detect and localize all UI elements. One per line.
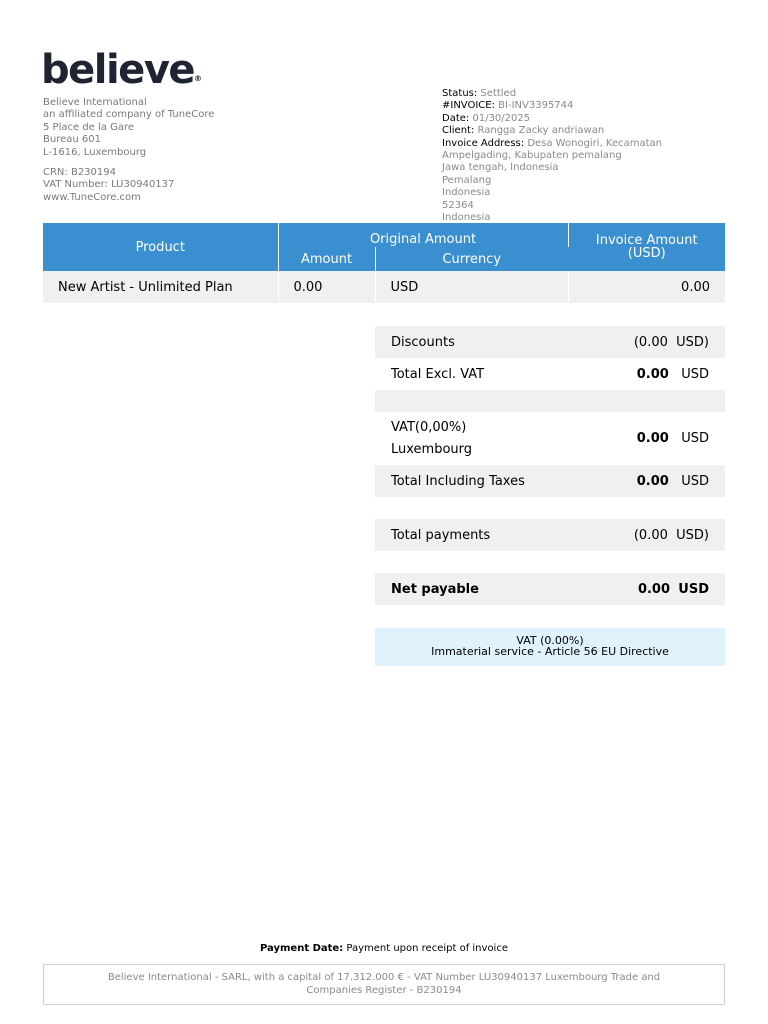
date-label: Date:	[442, 112, 470, 124]
net-payable-row	[375, 573, 725, 605]
address-line-1: Desa Wonogiri, Kecamatan	[527, 137, 663, 149]
header-currency: Currency	[375, 247, 568, 271]
total-incl-taxes-label: Total Including Taxes	[391, 473, 525, 489]
company-street: 5 Place de la Gare	[43, 121, 134, 133]
vat-currency: USD	[681, 431, 709, 446]
header-invoice-amount: Invoice Amount (USD)	[568, 223, 725, 271]
header-original-amount: Original Amount	[278, 223, 568, 247]
vat-note-rate: VAT (0.00%)	[516, 634, 584, 647]
discounts-label: Discounts	[391, 334, 455, 350]
vat-note-box	[375, 628, 725, 666]
address-line-6: 52364	[442, 199, 474, 211]
address-line	[442, 138, 742, 150]
vat-row	[375, 412, 725, 465]
total-incl-taxes-currency: USD	[681, 473, 709, 489]
company-city: L-1616, Luxembourg	[43, 146, 147, 158]
net-payable-label: Net payable	[391, 581, 479, 597]
net-payable-value: 0.00	[637, 581, 671, 597]
total-excl-vat-value: 0.00	[636, 366, 669, 382]
total-incl-taxes-row	[375, 465, 725, 497]
client-line	[442, 125, 742, 137]
date-value: 01/30/2025	[472, 112, 531, 124]
address-line-2: Ampelgading, Kabupaten pemalang	[442, 150, 622, 162]
invoice-info-block	[442, 88, 742, 224]
net-payable-currency: USD	[678, 581, 709, 597]
vat-value: 0.00	[636, 431, 669, 446]
discounts-row	[375, 326, 725, 358]
row-product: New Artist - Unlimited Plan	[43, 271, 278, 303]
total-payments-row	[375, 519, 725, 551]
header-amount: Amount	[278, 247, 375, 271]
invoice-number-line	[442, 100, 742, 112]
row-amount: 0.00	[278, 271, 375, 303]
company-crn: CRN: B230194	[43, 167, 116, 179]
date-line	[442, 113, 742, 125]
row-invoice-amount: 0.00	[568, 271, 725, 303]
believe-logo	[41, 47, 203, 93]
address-line-4: Pemalang	[442, 174, 492, 186]
client-value: Rangga Zacky andriawan	[477, 125, 605, 137]
total-incl-taxes-value: 0.00	[636, 473, 669, 489]
company-affiliation: an affiliated company of TuneCore	[43, 109, 215, 121]
company-address-block	[43, 97, 214, 204]
status-label: Status:	[442, 88, 478, 99]
vat-note-directive: Immaterial service - Article 56 EU Directive	[431, 645, 669, 658]
vat-country: Luxembourg	[391, 441, 473, 457]
address-label: Invoice Address:	[442, 137, 525, 149]
total-payments-value: (0.00 USD)	[633, 527, 709, 543]
status-value: Settled	[480, 88, 517, 99]
company-website: www.TuneCore.com	[43, 191, 141, 203]
vat-label: VAT(0,00%)	[391, 419, 467, 435]
payment-date	[0, 943, 768, 954]
invoice-items-table	[43, 223, 725, 303]
payment-date-label: Payment Date:	[259, 943, 344, 954]
payment-date-value: Payment upon receipt of invoice	[346, 943, 508, 954]
address-line-3: Jawa tengah, Indonesia	[442, 162, 559, 174]
company-name: Believe International	[43, 97, 147, 108]
legal-footer-text: Believe International - SARL, with a capital of 17.312.000 € - VAT Number LU30940137 Luxembourg Trade and Companies Register - B230194	[107, 972, 661, 996]
address-line-5: Indonesia	[442, 187, 491, 199]
logo-text: believe	[41, 47, 195, 93]
total-excl-vat-row	[375, 358, 725, 390]
discounts-value: (0.00 USD)	[633, 334, 709, 350]
invoice-number-label: #INVOICE:	[442, 100, 495, 112]
total-excl-vat-label: Total Excl. VAT	[391, 366, 485, 382]
company-vat-number: VAT Number: LU30940137	[43, 179, 175, 191]
legal-footer	[43, 964, 725, 1005]
row-currency: USD	[375, 271, 568, 303]
spacer-row	[375, 390, 725, 412]
company-bureau: Bureau 601	[43, 134, 101, 146]
total-excl-vat-currency: USD	[681, 366, 709, 382]
address-line-7: Indonesia	[442, 212, 491, 224]
total-payments-label: Total payments	[391, 527, 491, 543]
client-label: Client:	[442, 125, 475, 137]
table-row	[43, 271, 725, 303]
registered-mark: ®	[194, 74, 203, 83]
status-line	[442, 88, 742, 100]
invoice-number-value: BI-INV3395744	[498, 100, 574, 112]
header-product: Product	[43, 223, 278, 271]
